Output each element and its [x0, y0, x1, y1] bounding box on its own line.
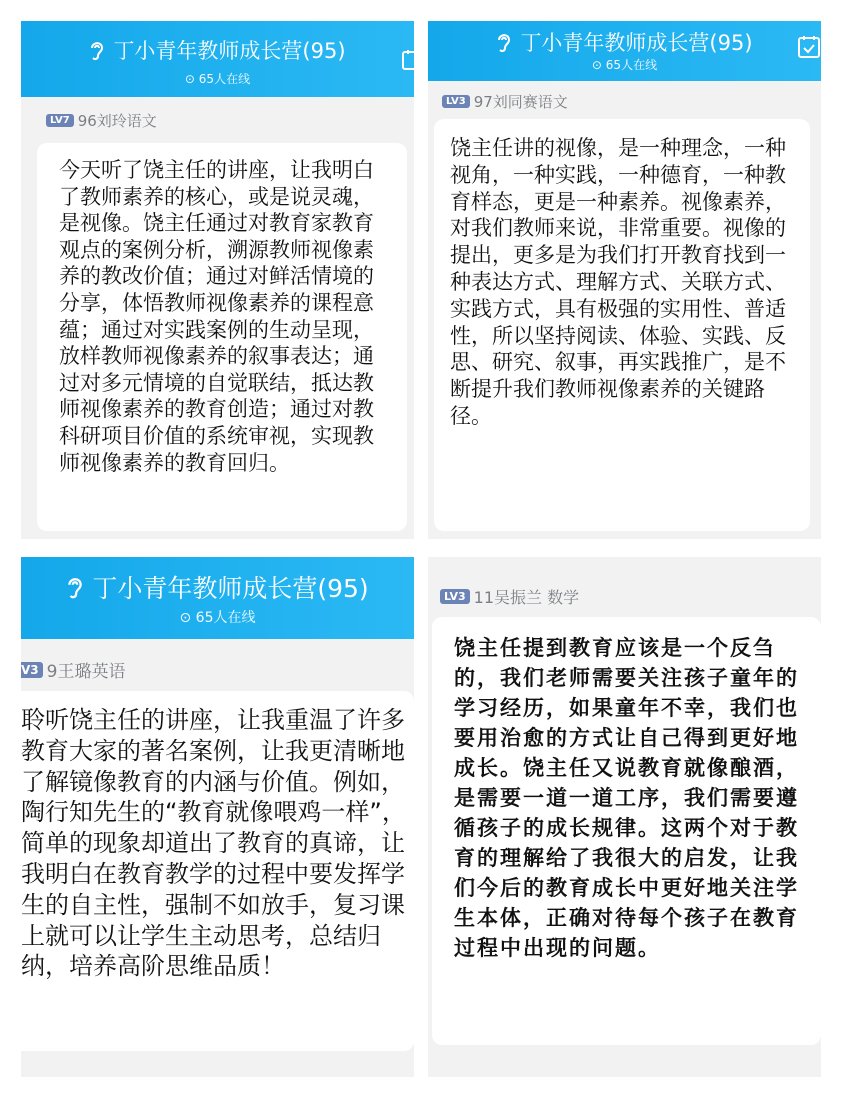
message-sender[interactable] [440, 585, 579, 608]
online-status: ⊙ 65人在线 [184, 72, 251, 86]
sender-name: 9王璐英语 [46, 662, 126, 682]
message-bubble[interactable] [37, 143, 407, 531]
online-circle-icon: ⊙ [179, 610, 192, 626]
chat-panel-3 [21, 557, 414, 1077]
group-title: 丁小青年教师成长营(95) [113, 39, 346, 63]
level-badge: LV3 [442, 95, 470, 108]
message-sender[interactable] [46, 110, 157, 131]
message-sender[interactable] [442, 91, 568, 112]
sender-name: 11吴振兰 数学 [473, 588, 580, 607]
message-bubble[interactable] [434, 119, 810, 531]
header-title [21, 569, 414, 606]
online-status: ⊙ 65人在线 [591, 58, 658, 72]
group-title: 丁小青年教师成长营(95) [92, 574, 369, 603]
chat-panel-4 [428, 557, 821, 1077]
group-title: 丁小青年教师成长营(95) [520, 31, 753, 55]
online-circle-icon: ⊙ [184, 72, 195, 86]
ear-icon[interactable] [89, 39, 105, 66]
message-bubble[interactable] [432, 617, 821, 1045]
chat-header[interactable] [21, 557, 414, 639]
message-text: 饶主任讲的视像，是一种理念，一种视角，一种实践，一种德育，一种教育样态，更是一种素养。视像素养，对我们教师来说，非常重要。视像的提出，更多是为我们打开教育找到一种表达方式、理解方式、关联方式、实践方式，具有极强的实用性、普适性，所以坚持阅读、体验、实践、反思、研究、叙事，再实践推广，是不断提升我们教师视像素养的关键路径。 [450, 136, 786, 428]
chat-panel-2 [428, 21, 821, 539]
message-bubble[interactable] [21, 691, 414, 1051]
online-circle-icon: ⊙ [591, 58, 602, 72]
chat-panel-1 [21, 21, 414, 539]
sender-name: 96刘玲语文 [77, 112, 157, 130]
level-badge: V3 [21, 662, 43, 678]
ear-icon[interactable] [66, 574, 84, 606]
message-text: 饶主任提到教育应该是一个反刍的，我们老师需要关注孩子童年的学习经历，如果童年不幸，我们也要用治愈的方式让自己得到更好地成长。饶主任又说教育就像酿酒，是需要一道一道工序，我们需要遵循孩子的成长规律。这两个对于教育的理解给了我很大的启发，让我们今后的教育成长中更好地关注学生本体，正确对待每个孩子在教育过程中出现的问题。 [454, 636, 799, 960]
ear-icon[interactable] [496, 31, 512, 58]
chat-header[interactable] [428, 21, 821, 81]
message-sender[interactable] [21, 657, 125, 682]
sender-name: 97刘同赛语文 [473, 93, 568, 111]
header-title [21, 35, 414, 66]
message-text: 聆听饶主任的讲座，让我重温了许多教育大家的著名案例，让我更清晰地了解镜像教育的内涵与价值。例如，陶行知先生的“教育就像喂鸡一样”，简单的现象却道出了教育的真谛，让我明白在教育教学的过程中要发挥学生的自主性，强制不如放手，复习课上就可以让学生主动思考，总结归纳，培养高阶思维品质！ [21, 706, 406, 981]
chat-header[interactable] [21, 21, 414, 97]
online-status: ⊙ 65人在线 [179, 610, 256, 626]
level-badge: LV7 [46, 114, 74, 127]
calendar-check-icon[interactable] [402, 49, 414, 75]
level-badge: LV3 [440, 589, 470, 604]
message-text: 今天听了饶主任的讲座，让我明白了教师素养的核心，或是说灵魂，是视像。饶主任通过对教育家教育观点的案例分析，溯源教师视像素养的教改价值；通过对鲜活情境的分享，体悟教师视像素养的课程意蕴；通过对实践案例的生动呈现，放样教师视像素养的叙事表达；通过对多元情境的自觉联结，抵达教师视像素养的教育创造；通过对教科研项目价值的系统审视，实现教师视像素养的教育回归。 [59, 158, 374, 475]
calendar-check-icon[interactable] [798, 35, 820, 63]
header-title [428, 27, 821, 58]
